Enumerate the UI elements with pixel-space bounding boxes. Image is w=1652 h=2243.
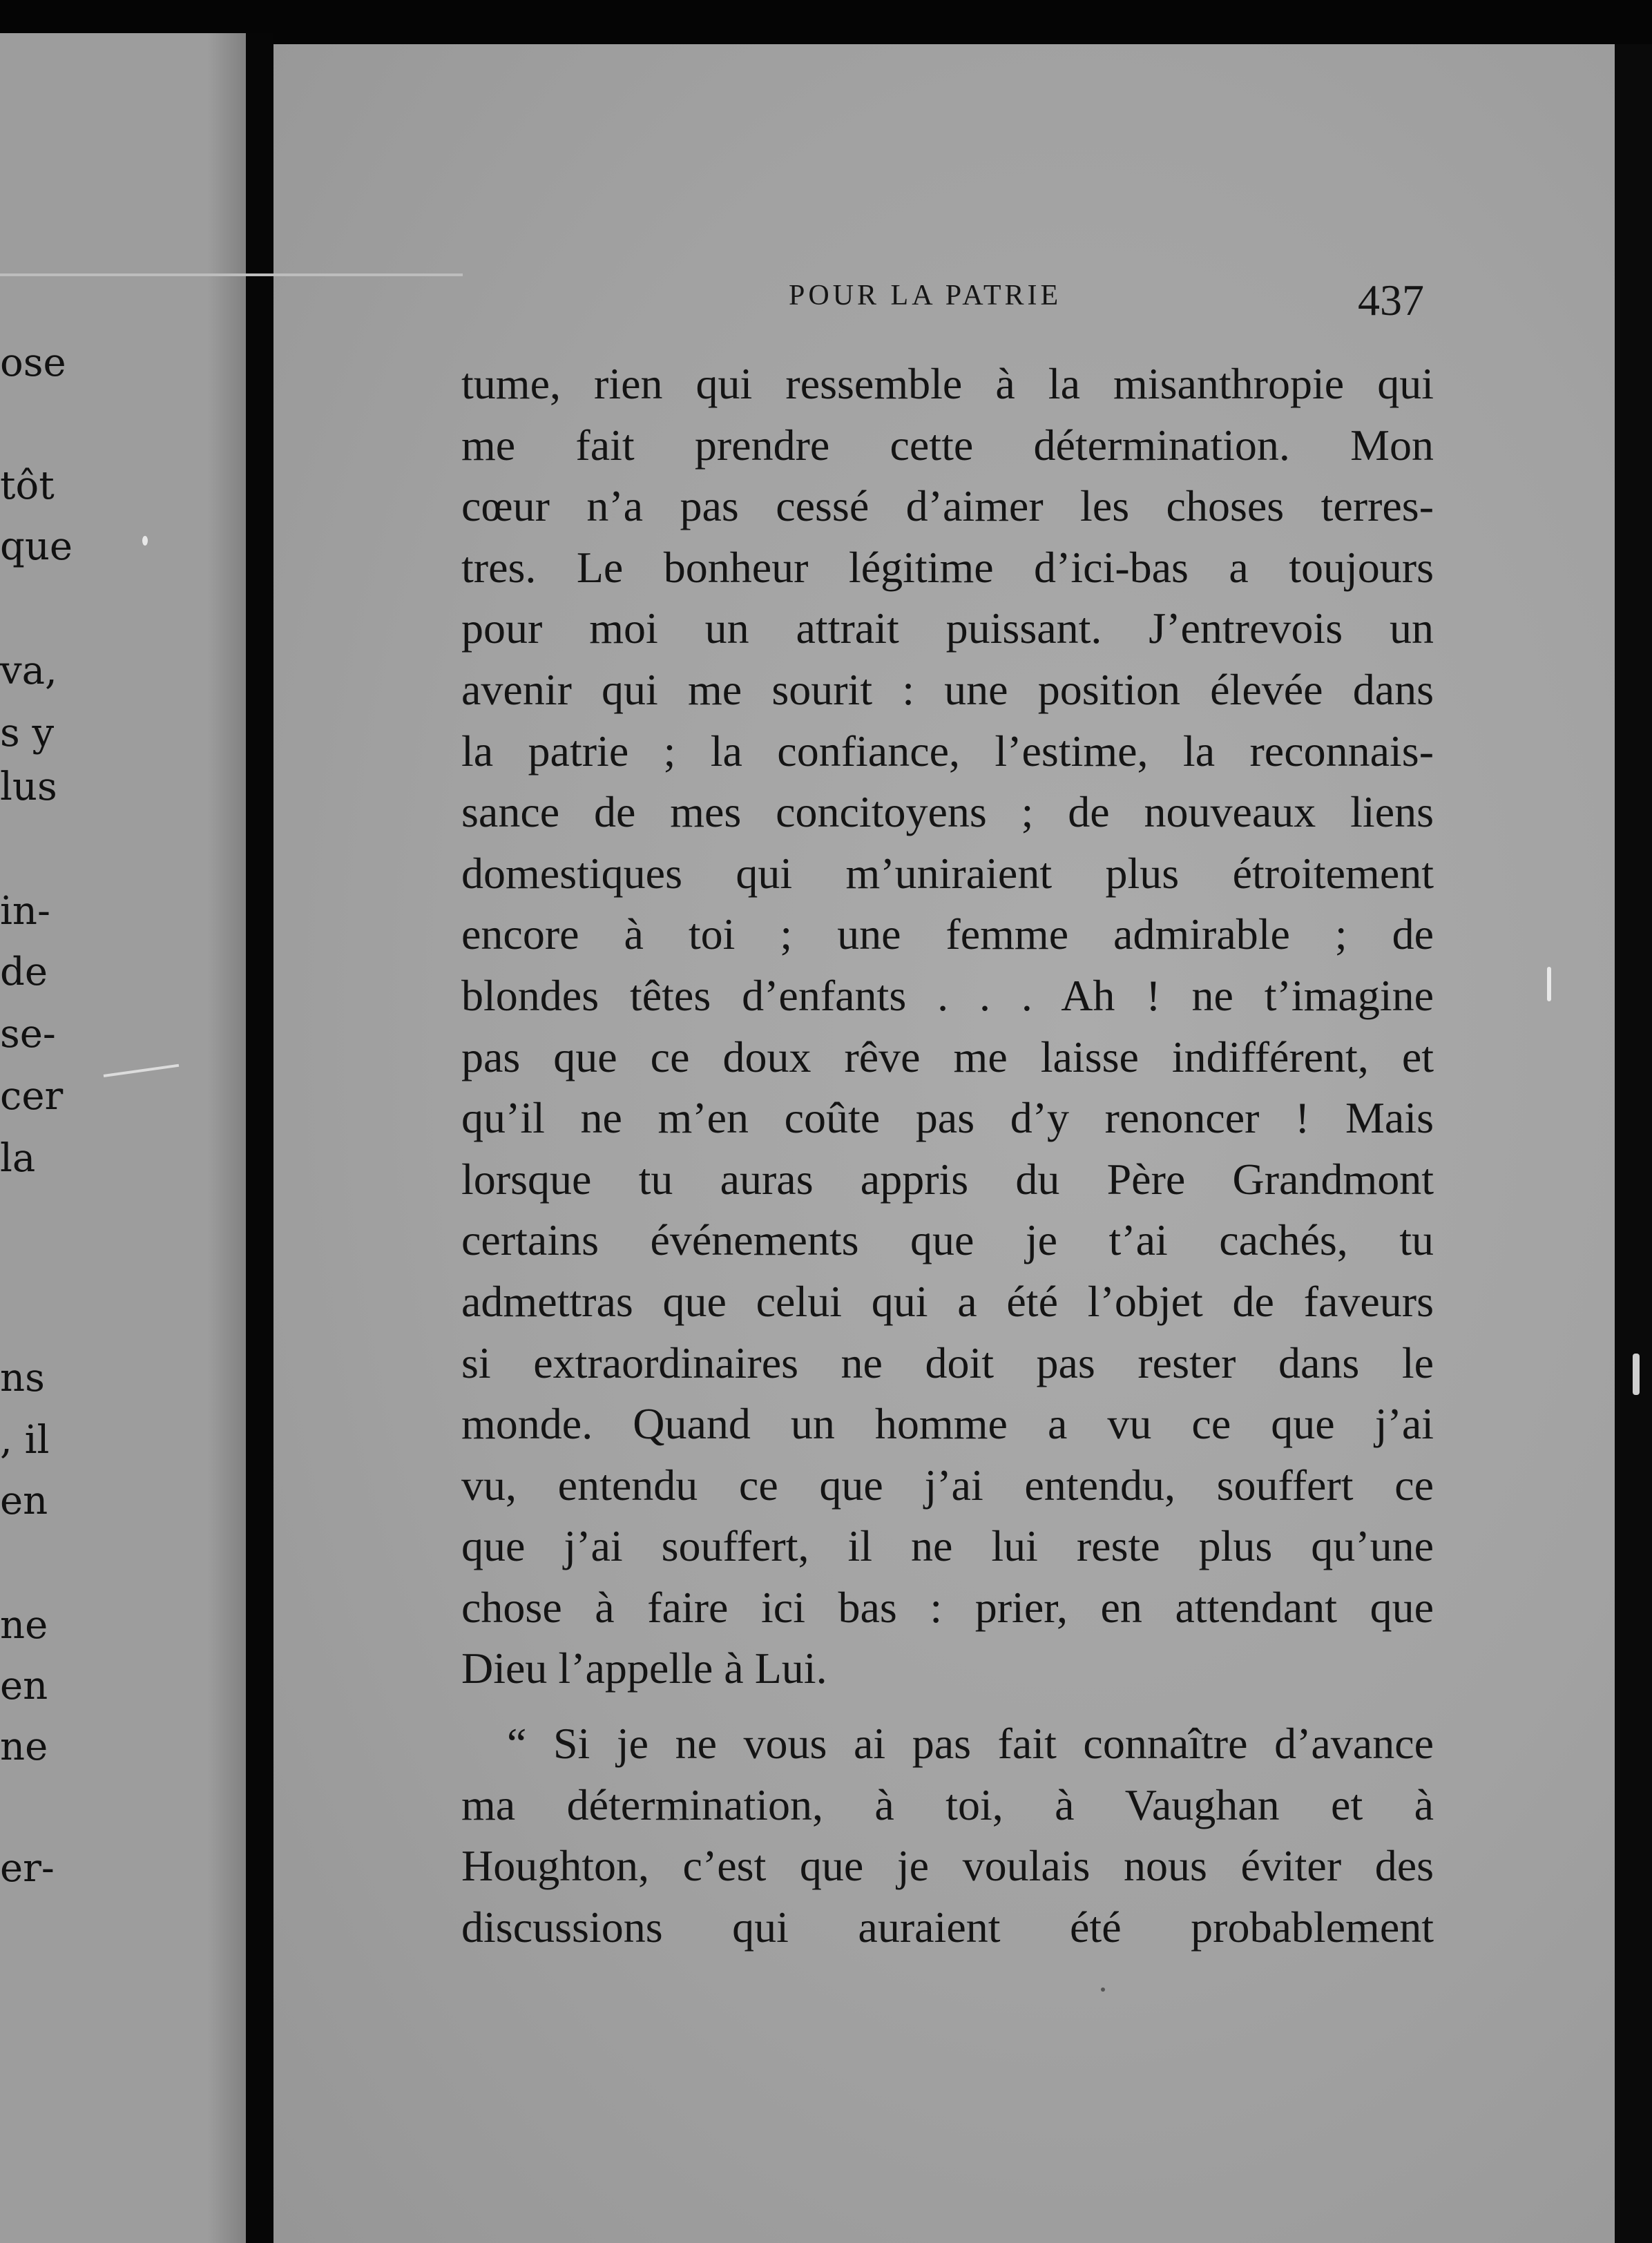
left-fragment: ne bbox=[0, 1724, 48, 1769]
text-line: tume, rien qui ressemble à la misanthropie qui bbox=[461, 359, 1434, 408]
text-line: discussions qui auraient été probablement bbox=[461, 1902, 1434, 1952]
scan-speck bbox=[1547, 967, 1551, 1001]
left-fragment: se- bbox=[0, 1012, 56, 1057]
left-fragment: ose bbox=[0, 340, 66, 385]
text-line: que j’ai souffert, il ne lui reste plus qu’une bbox=[461, 1521, 1434, 1571]
text-line: cœur n’a pas cessé d’aimer les choses terres- bbox=[461, 481, 1434, 531]
page-number: 437 bbox=[1358, 276, 1424, 325]
text-line: Dieu l’appelle à Lui. bbox=[461, 1644, 827, 1693]
left-fragment: in- bbox=[0, 889, 50, 934]
left-fragment: de bbox=[0, 950, 48, 994]
text-line: me fait prendre cette détermination. Mon bbox=[461, 420, 1434, 470]
left-page-gutter-shadow bbox=[207, 33, 246, 2243]
text-line: blondes têtes d’enfants . . . Ah ! ne t’imagine bbox=[461, 970, 1434, 1020]
text-line: encore à toi ; une femme admirable ; de bbox=[461, 909, 1434, 959]
running-head: POUR LA PATRIE bbox=[789, 280, 1062, 311]
text-line: admettras que celui qui a été l’objet de faveurs bbox=[461, 1276, 1434, 1326]
left-fragment: lus bbox=[0, 764, 57, 809]
body-text bbox=[461, 354, 1434, 1958]
text-line: avenir qui me sourit : une position élevée dans bbox=[461, 664, 1434, 714]
text-line: chose à faire ici bas : prier, en attendant que bbox=[461, 1582, 1434, 1632]
left-fragment: la bbox=[0, 1136, 36, 1181]
page-edge bbox=[1615, 44, 1652, 2243]
left-fragment: en bbox=[0, 1664, 48, 1708]
paragraph-gap bbox=[461, 1700, 1434, 1713]
scan-speck bbox=[142, 536, 148, 546]
scan-speck bbox=[1101, 1987, 1105, 1992]
text-line: pas que ce doux rêve me laisse indifférent, et bbox=[461, 1032, 1434, 1081]
text-line: “ Si je ne vous ai pas fait connaître d’avance bbox=[507, 1719, 1434, 1769]
left-fragment: que bbox=[0, 524, 73, 569]
left-fragment: ns bbox=[0, 1356, 45, 1400]
text-line: monde. Quand un homme a vu ce que j’ai bbox=[461, 1399, 1434, 1449]
left-fragment: tôt bbox=[0, 463, 55, 508]
text-line: vu, entendu ce que j’ai entendu, souffert ce bbox=[461, 1460, 1434, 1510]
left-fragment: va, bbox=[0, 648, 57, 693]
text-line: Houghton, c’est que je voulais nous éviter des bbox=[461, 1841, 1434, 1891]
text-line: certains événements que je t’ai cachés, tu bbox=[461, 1215, 1434, 1265]
text-line: qu’il ne m’en coûte pas d’y renoncer ! Mais bbox=[461, 1093, 1434, 1143]
book-spine bbox=[246, 33, 273, 2243]
text-line: sance de mes concitoyens ; de nouveaux liens bbox=[461, 787, 1434, 837]
left-page-text-fragments bbox=[0, 0, 73, 2243]
text-line: tres. Le bonheur légitime d’ici-bas a toujours bbox=[461, 542, 1434, 592]
text-line: pour moi un attrait puissant. J’entrevois un bbox=[461, 604, 1434, 653]
text-line: si extraordinaires ne doit pas rester dans le bbox=[461, 1338, 1434, 1387]
text-line: la patrie ; la confiance, l’estime, la reconnais- bbox=[461, 726, 1434, 776]
left-fragment: cer bbox=[0, 1074, 64, 1119]
text-line: domestiques qui m’uniraient plus étroitement bbox=[461, 848, 1434, 898]
scan-speck bbox=[1633, 1354, 1640, 1395]
text-line: ma détermination, à toi, à Vaughan et à bbox=[461, 1780, 1434, 1829]
left-fragment: en bbox=[0, 1479, 48, 1523]
left-fragment: s y bbox=[0, 711, 55, 755]
left-fragment: er- bbox=[0, 1846, 55, 1891]
left-fragment: , il bbox=[0, 1418, 50, 1463]
text-line: lorsque tu auras appris du Père Grandmont bbox=[461, 1154, 1434, 1204]
left-fragment: ne bbox=[0, 1603, 48, 1648]
scan-scratch bbox=[0, 273, 463, 276]
